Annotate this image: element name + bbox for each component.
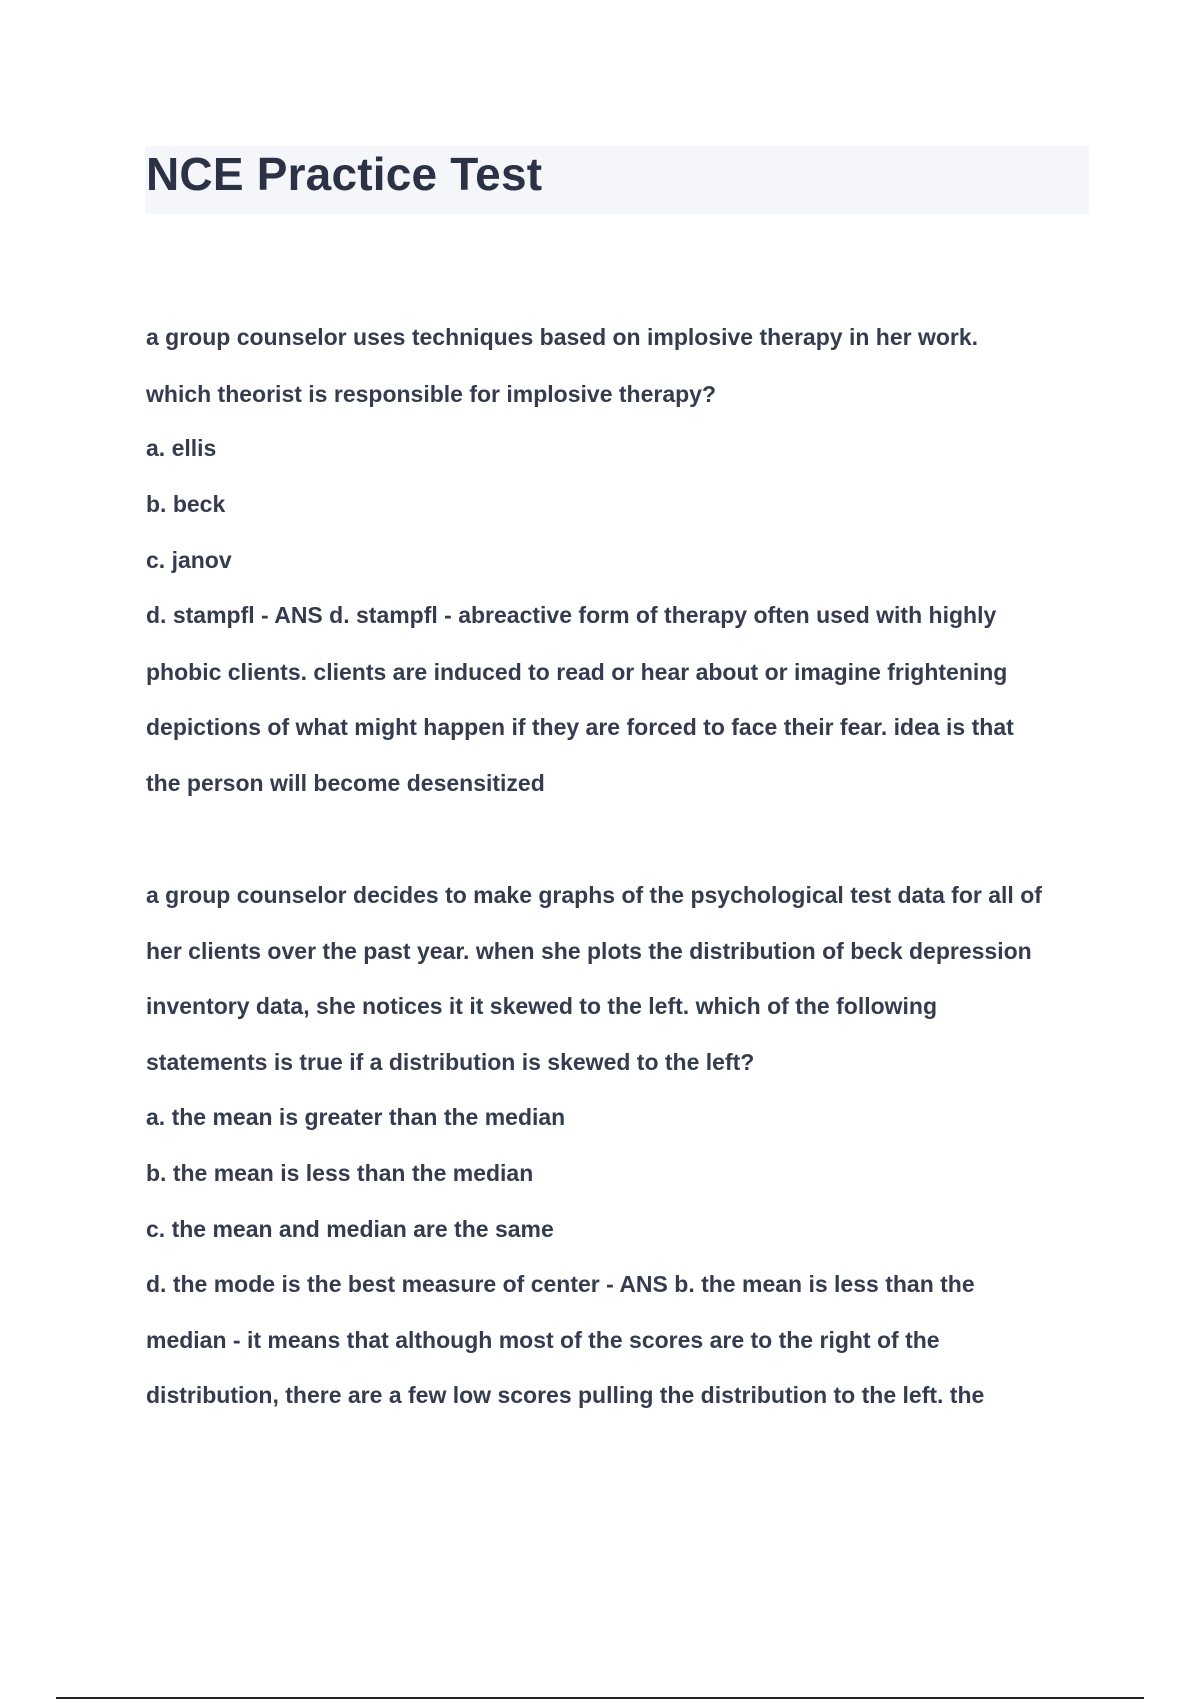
question-1-answer-line-4: the person will become desensitized [146, 770, 545, 796]
question-2-line-2: her clients over the past year. when she plots the distribution of beck depression [146, 938, 1032, 964]
question-2-option-c: c. the mean and median are the same [146, 1216, 554, 1242]
question-2-line-1: a group counselor decides to make graphs of the psychological test data for all of [146, 882, 1042, 908]
question-2-line-3: inventory data, she notices it it skewed to the left. which of the following [146, 993, 938, 1019]
question-1-line-1: a group counselor uses techniques based on implosive therapy in her work. [146, 324, 979, 350]
question-1-line-2: which theorist is responsible for implosive therapy? [146, 381, 717, 407]
question-2-option-a: a. the mean is greater than the median [146, 1104, 566, 1130]
question-2-answer-line-2: median - it means that although most of the scores are to the right of the [146, 1327, 940, 1353]
question-1-option-d-answer: d. stampfl - ANS d. stampfl - abreactive form of therapy often used with highly [146, 602, 997, 628]
question-1-answer-line-2: phobic clients. clients are induced to read or hear about or imagine frightening [146, 659, 1008, 685]
question-2-line-4: statements is true if a distribution is skewed to the left? [146, 1049, 755, 1075]
question-1-option-c: c. janov [146, 547, 232, 573]
question-1-option-b: b. beck [146, 491, 226, 517]
question-1-option-a: a. ellis [146, 435, 217, 461]
question-2-option-b: b. the mean is less than the median [146, 1160, 534, 1186]
question-2-option-d-answer: d. the mode is the best measure of center - ANS b. the mean is less than the [146, 1271, 975, 1297]
page-bottom-rule [56, 1697, 1144, 1699]
page-title: NCE Practice Test [146, 148, 543, 200]
question-2-answer-line-3: distribution, there are a few low scores pulling the distribution to the left. the [146, 1382, 985, 1408]
question-1-answer-line-3: depictions of what might happen if they are forced to face their fear. idea is that [146, 714, 1014, 740]
